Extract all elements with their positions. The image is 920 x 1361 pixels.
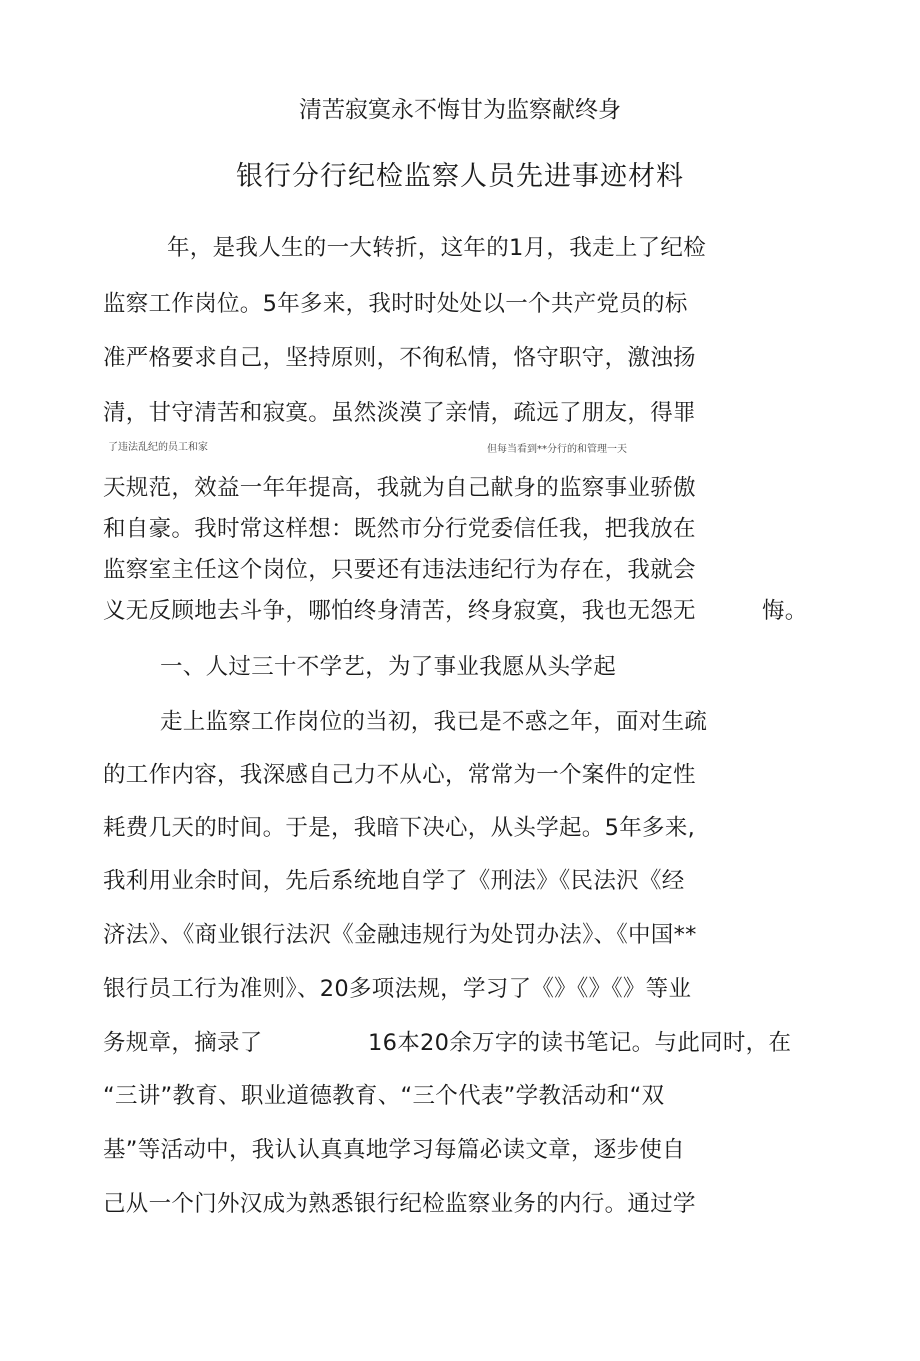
paragraph-line: 监察工作岗位。5年多来，我时时处处以一个共产党员的标: [103, 291, 688, 317]
paragraph-line: 义无反顾地去斗争，哪怕终身清苦，终身寂寞，我也无怨无: [103, 598, 696, 624]
paragraph-line: 准严格要求自己，坚持原则，不徇私情，恪守职守，激浊扬: [103, 345, 696, 371]
paragraph-line: 我利用业余时间，先后系统地自学了《刑法》《民法沢《经: [103, 868, 685, 894]
paragraph-line: 16本20余万字的读书笔记。与此同时，在: [368, 1030, 792, 1056]
paragraph-line: 监察室主任这个岗位，只要还有违法违纪行为存在，我就会: [103, 557, 696, 583]
paragraph-line: 的工作内容，我深感自己力不从心，常常为一个案件的定性: [103, 762, 696, 788]
document-title: 清苦寂寞永不悔甘为监察献终身: [299, 97, 621, 123]
paragraph-line: 清，甘守清苦和寂寞。虽然淡漠了亲情，疏远了朋友，得罪: [103, 400, 696, 426]
paragraph-line: 年，是我人生的一大转折，这年的1月，我走上了纪检: [167, 235, 707, 261]
paragraph-line: 务规章，摘录了: [103, 1030, 263, 1056]
paragraph-line: 基”等活动中，我认认真真地学习每篇必读文章，逐步使自: [103, 1137, 685, 1163]
margin-note: 但每当看到**分行的和管理一天: [487, 444, 627, 455]
paragraph-line: 悔。: [762, 598, 808, 624]
paragraph-line: 己从一个门外汉成为熟悉银行纪检监察业务的内行。通过学: [103, 1191, 696, 1217]
paragraph-line: 天规范，效益一年年提高，我就为自己献身的监察事业骄傲: [103, 475, 696, 501]
paragraph-line: 耗费几天的时间。于是，我暗下决心，从头学起。5年多来,: [103, 815, 696, 841]
paragraph-line: 走上监察工作岗位的当初，我已是不惑之年，面对生疏: [160, 709, 708, 735]
paragraph-line: 银行员工行为准则》、20多项法规，学习了《》《》《》等业: [103, 976, 692, 1002]
margin-note: 了违法乱纪的员工和家: [108, 442, 208, 453]
document-subtitle: 银行分行纪检监察人员先进事迹材料: [236, 161, 684, 192]
paragraph-line: “三讲”教育、职业道德教育、“三个代表”学教活动和“双: [103, 1083, 665, 1109]
paragraph-line: 和自豪。我时常这样想：既然市分行党委信任我，把我放在: [103, 516, 696, 542]
paragraph-line: 济法》、《商业银行法沢《金融违规行为处罚办法》、《中国**: [103, 922, 697, 948]
section-heading: 一、人过三十不学艺，为了事业我愿从头学起: [160, 654, 617, 680]
